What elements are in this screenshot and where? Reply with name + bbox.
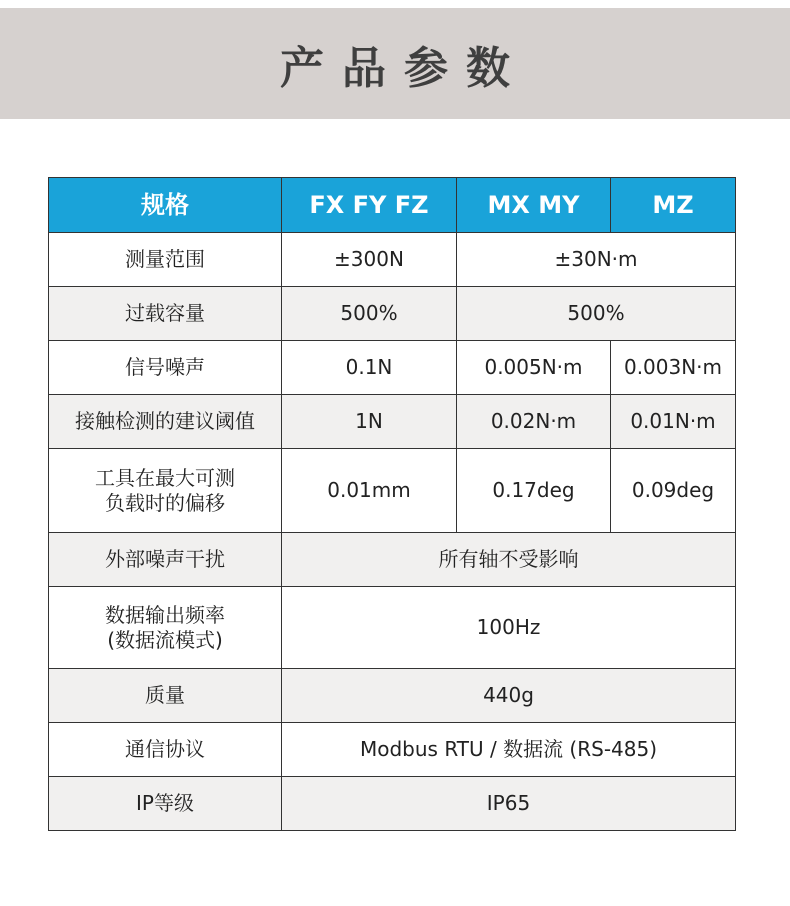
- table-row-threshold: [49, 395, 736, 449]
- row-label: 通信协议: [49, 723, 282, 777]
- row-label: [49, 587, 282, 669]
- row-label: [49, 449, 282, 533]
- header-force: FX FY FZ: [282, 178, 457, 233]
- header-moment-z: MZ: [611, 178, 736, 233]
- cell-moment-z: 0.09deg: [611, 449, 736, 533]
- cell-moment: ±30N·m: [457, 233, 736, 287]
- cell-moment: 500%: [457, 287, 736, 341]
- cell-force: 0.01mm: [282, 449, 457, 533]
- header-moment-xy: MX MY: [457, 178, 611, 233]
- table-row-comm: [49, 723, 736, 777]
- spec-table: [48, 177, 736, 831]
- page-title: 产品参数: [280, 42, 528, 94]
- cell-value: 440g: [282, 669, 736, 723]
- row-label: 接触检测的建议阈值: [49, 395, 282, 449]
- title-banner: [0, 8, 790, 119]
- table-row-mass: [49, 669, 736, 723]
- cell-moment-xy: 0.02N·m: [457, 395, 611, 449]
- row-label-line2: (数据流模式): [107, 627, 223, 652]
- row-label-line2: 负载时的偏移: [105, 490, 225, 515]
- cell-value: IP65: [282, 777, 736, 831]
- row-label: 测量范围: [49, 233, 282, 287]
- cell-moment-z: 0.01N·m: [611, 395, 736, 449]
- cell-value: 所有轴不受影响: [282, 533, 736, 587]
- cell-value: Modbus RTU / 数据流 (RS-485): [282, 723, 736, 777]
- cell-force: ±300N: [282, 233, 457, 287]
- table-row-offset: [49, 449, 736, 533]
- row-label: IP等级: [49, 777, 282, 831]
- cell-force: 0.1N: [282, 341, 457, 395]
- table-row-overload: [49, 287, 736, 341]
- row-label-line1: 数据输出频率: [105, 602, 225, 627]
- row-label: 过载容量: [49, 287, 282, 341]
- cell-moment-xy: 0.005N·m: [457, 341, 611, 395]
- header-spec: 规格: [49, 178, 282, 233]
- table-row-ip: [49, 777, 736, 831]
- cell-moment-xy: 0.17deg: [457, 449, 611, 533]
- row-label: 外部噪声干扰: [49, 533, 282, 587]
- table-header-row: [49, 178, 736, 233]
- table-row-noise: [49, 341, 736, 395]
- row-label-line1: 工具在最大可测: [95, 465, 235, 490]
- cell-moment-z: 0.003N·m: [611, 341, 736, 395]
- cell-value: 100Hz: [282, 587, 736, 669]
- row-label: 信号噪声: [49, 341, 282, 395]
- cell-force: 500%: [282, 287, 457, 341]
- table-row-output: [49, 587, 736, 669]
- table-row-ext-noise: [49, 533, 736, 587]
- cell-force: 1N: [282, 395, 457, 449]
- row-label: 质量: [49, 669, 282, 723]
- table-row-range: [49, 233, 736, 287]
